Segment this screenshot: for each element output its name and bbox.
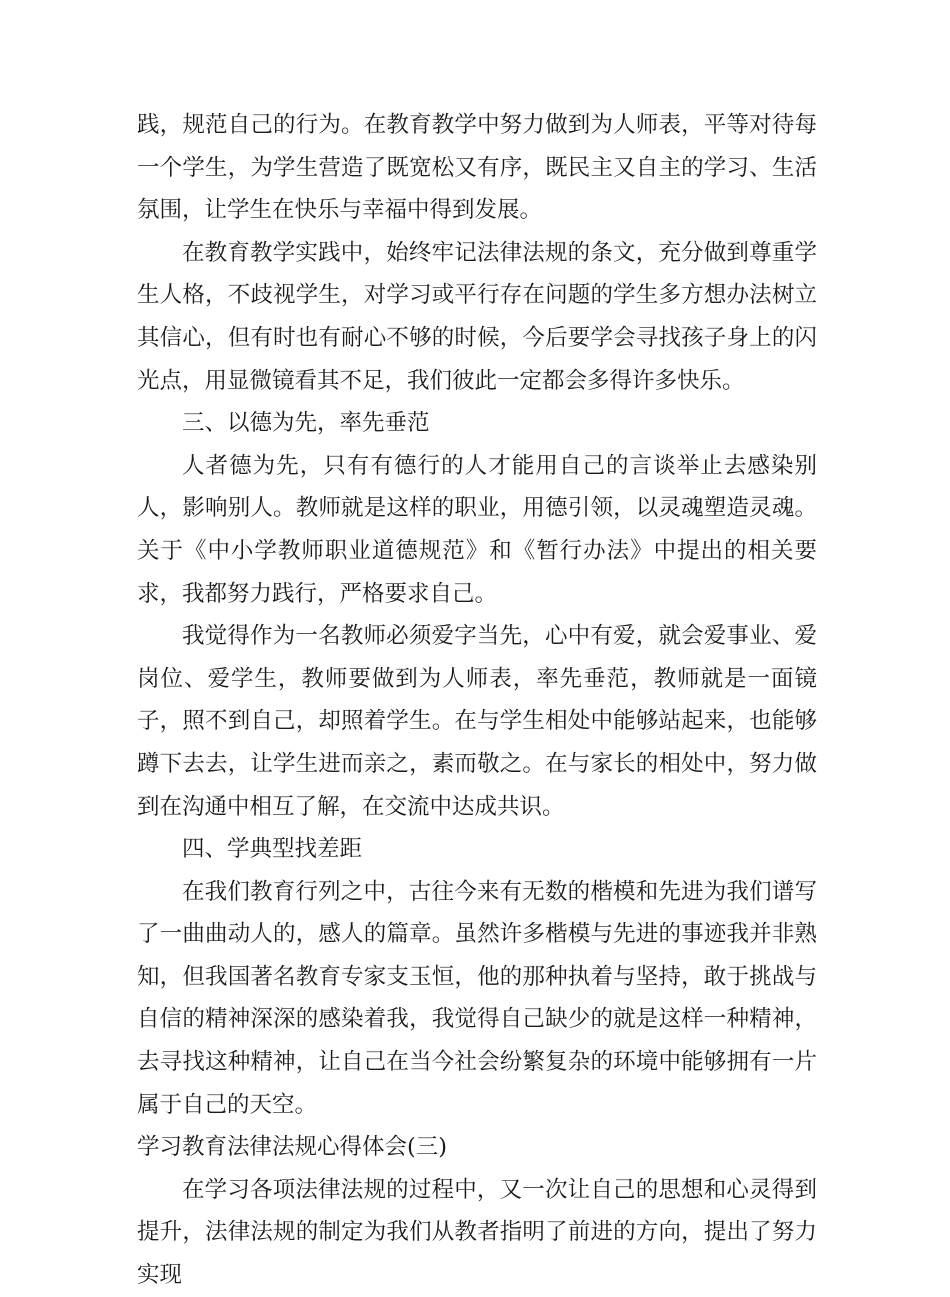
paragraph-1: 践，规范自己的行为。在教育教学中努力做到为人师表，平等对待每一个学生，为学生营造了既宽松又有序，既民主又自主的学习、生活氛围，让学生在快乐与幸福中得到发展。 xyxy=(137,112,817,224)
section-heading-4: 四、学典型找差距 xyxy=(182,836,363,863)
paragraph-5: 我觉得作为一名教师必须爱字当先，心中有爱，就会爱事业、爱岗位、爱学生，教师要做到为人师表，率先垂范，教师就是一面镜子，照不到自己，却照着学生。在与学生相处中能够站起来，也能够蹲下去去，让学生进而亲之，素而敬之。在与家长的相处中，努力做到在沟通中相互了解，在交流中达成共识。 xyxy=(137,623,817,820)
paragraph-2: 在教育教学实践中，始终牢记法律法规的条文，充分做到尊重学生人格，不歧视学生，对学习或平行存在问题的学生多方想办法树立其信心，但有时也有耐心不够的时候，今后要学会寻找孩子身上的闪光点，用显微镜看其不足，我们彼此一定都会多得许多快乐。 xyxy=(137,239,817,394)
paragraph-4: 人者德为先，只有有德行的人才能用自己的言谈举止去感染别人，影响别人。教师就是这样的职业，用德引领，以灵魂塑造灵魂。关于《中小学教师职业道德规范》和《暂行办法》中提出的相关要求，我都努力践行，严格要求自己。 xyxy=(137,452,817,607)
paragraph-9: 在学习各项法律法规的过程中，又一次让自己的思想和心灵得到提升，法律法规的制定为我们从教者指明了前进的方向，提出了努力实现 xyxy=(137,1176,817,1289)
section-heading-3: 三、以德为先，率先垂范 xyxy=(182,410,430,437)
paragraph-7: 在我们教育行列之中，古往今来有无数的楷模和先进为我们谱写了一曲曲动人的，感人的篇章。虽然许多楷模与先进的事迹我并非熟知，但我国著名教育专家支玉恒，他的那种执着与坚持，敢于挑战与自信的精神深深的感染着我，我觉得自己缺少的就是这样一种精神，去寻找这种精神，让自己在当今社会纷繁复杂的环境中能够拥有一片属于自己的天空。 xyxy=(137,878,817,1118)
article-title: 学习教育法律法规心得体会(三) xyxy=(137,1134,448,1161)
document-body xyxy=(137,104,817,1297)
